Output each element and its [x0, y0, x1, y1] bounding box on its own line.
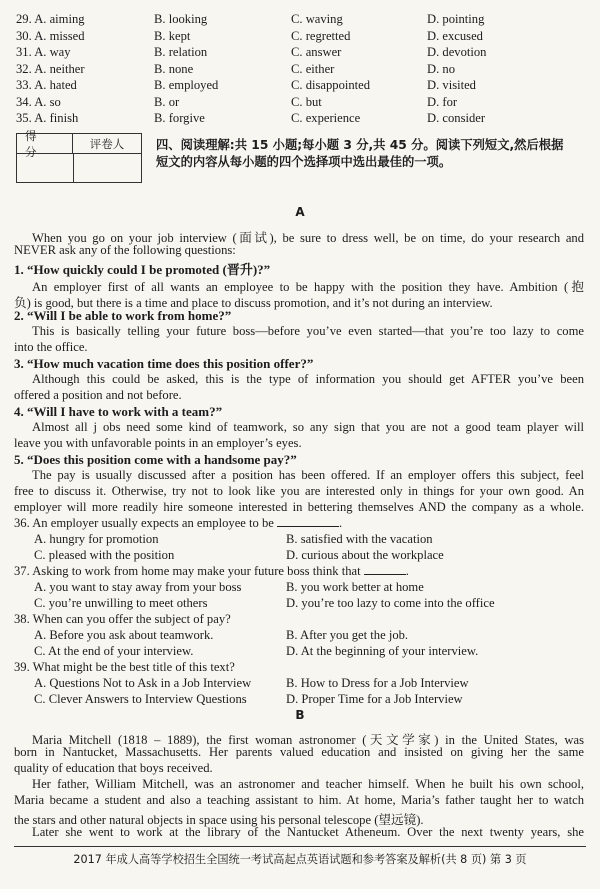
passage-line: This is basically telling your future boss—before you’ve even started—that you’re too lazy to come — [32, 324, 584, 338]
passage-line: the stars and other natural objects in space using his personal telescope (望远镜). — [14, 813, 424, 827]
option-row-32 — [16, 62, 594, 78]
passage-line: free to discuss it. Otherwise, try not to look like you are interested only in things for your own good. An — [14, 484, 584, 498]
option: A. Questions Not to Ask in a Job Interview — [34, 676, 252, 690]
answer-blank — [364, 564, 406, 575]
passage-line: An employer first of all wants an employee to be happy with the position they have. Ambition (抱 — [32, 280, 584, 294]
passage-line: 负) is good, but there is a time and place to discuss promotion, and it’s not during an interview. — [14, 296, 493, 310]
option: C. Clever Answers to Interview Questions — [34, 692, 247, 706]
passage-line: Although this could be asked, this is the type of information you should get AFTER you’ve been — [32, 372, 584, 386]
option: 33. A. hated — [16, 78, 77, 92]
option: B. How to Dress for a Job Interview — [286, 676, 469, 690]
option: 34. A. so — [16, 94, 61, 109]
passage-line: Later she went to work at the library of the Nantucket Atheneum. Over the next twenty years, she — [32, 825, 584, 839]
option: D. visited — [427, 78, 476, 92]
answer-blank — [277, 516, 339, 527]
option-row-29 — [16, 12, 594, 28]
score-box-divider — [73, 154, 74, 182]
passage-line: into the office. — [14, 340, 88, 354]
option: D. no — [427, 61, 455, 76]
option: D. consider — [427, 111, 486, 125]
question-stem: 37. Asking to work from home may make your future boss think that — [14, 564, 361, 578]
question-39-options-row — [34, 692, 594, 708]
passage-line: offered a position and not before. — [14, 388, 182, 402]
option: C. pleased with the position — [34, 548, 175, 562]
option: 30. A. missed — [16, 28, 85, 43]
option: B. or — [154, 94, 180, 109]
option: C. experience — [291, 111, 361, 125]
option: B. forgive — [154, 111, 205, 125]
option: D. curious about the workplace — [286, 548, 444, 562]
option: D. you’re too lazy to come into the office — [286, 596, 495, 610]
question-39-stem: 39. What might be the best title of this text? — [14, 660, 235, 674]
passage-heading: 5. “Does this position come with a handsome pay?” — [14, 452, 297, 467]
option: B. none — [154, 61, 194, 76]
passage-b-letter: B — [295, 708, 305, 722]
question-37-stem — [14, 564, 409, 579]
option: C. waving — [291, 12, 343, 26]
option: D. for — [427, 94, 458, 109]
option: C. answer — [291, 45, 342, 59]
passage-line: The pay is usually discussed after a position has been offered. If an employer offers this subject, feel — [32, 468, 584, 482]
option: D. Proper Time for a Job Interview — [286, 692, 463, 706]
option: C. At the end of your interview. — [34, 644, 194, 658]
question-38-options-row — [34, 644, 594, 660]
option-row-30 — [16, 29, 594, 45]
option: B. you work better at home — [286, 580, 424, 594]
option: C. either — [291, 61, 335, 76]
section-title-line: 短文的内容从每小题的四个选择项中选出最佳的一项。 — [156, 155, 452, 169]
passage-line: leave you with unfavorable points in an employer’s eyes. — [14, 436, 302, 450]
section-title — [156, 137, 586, 171]
option: C. but — [291, 94, 322, 109]
score-box-header — [17, 128, 141, 159]
option: C. disappointed — [291, 78, 371, 92]
option: B. relation — [154, 45, 208, 59]
page-footer: 2017 年成人高等学校招生全国统一考试高起点英语试题和参考答案及解析(共 8 页) 第 3 页 — [73, 853, 527, 866]
grader-label: 评卷人 — [89, 136, 125, 151]
question-stem-end: . — [405, 564, 409, 578]
option: A. Before you ask about teamwork. — [34, 628, 214, 642]
question-36-stem — [14, 516, 342, 531]
question-stem-end: . — [339, 516, 343, 530]
passage-line: Maria became a student and also a teaching assistant to him. At home, Maria’s father taught her to watch — [14, 793, 584, 807]
option: D. devotion — [427, 45, 487, 59]
passage-heading: 2. “Will I be able to work from home?” — [14, 308, 232, 323]
option-row-33 — [16, 78, 594, 94]
passage-line: NEVER ask any of the following questions: — [14, 243, 236, 257]
option-row-35 — [16, 111, 594, 127]
option: D. excused — [427, 28, 483, 43]
option: A. hungry for promotion — [34, 532, 159, 546]
passage-line: born in Nantucket, Massachusetts. Her parents valued education and insisted on giving her the same — [14, 745, 584, 759]
question-37-options-row — [34, 596, 594, 612]
question-37-options-row — [34, 580, 594, 596]
question-38-options-row — [34, 628, 594, 644]
option: A. you want to stay away from your boss — [34, 580, 242, 594]
passage-a-letter: A — [295, 205, 305, 219]
option-row-34 — [16, 95, 594, 111]
passage-line: Almost all j obs need some kind of teamwork, so any sign that you are not a good team player will — [32, 420, 584, 434]
passage-line: quality of education that boys received. — [14, 761, 213, 775]
option: D. pointing — [427, 12, 485, 26]
option-row-31 — [16, 45, 594, 61]
question-stem: 36. An employer usually expects an employee to be — [14, 516, 274, 530]
question-36-options-row — [34, 532, 594, 548]
question-39-options-row — [34, 676, 594, 692]
passage-line: employer will more readily hire someone interested in bettering themselves AND the company as a whole. — [14, 500, 584, 514]
passage-line: Maria Mitchell (1818 – 1889), the first woman astronomer (天文学家) in the United States, was — [32, 733, 584, 747]
option: 35. A. finish — [16, 111, 79, 125]
section-title-line: 四、阅读理解:共 15 小题;每小题 3 分,共 45 分。阅读下列短文,然后根据 — [156, 138, 564, 152]
passage-heading: 4. “Will I have to work with a team?” — [14, 404, 223, 419]
question-36-options-row — [34, 548, 594, 564]
option: C. you’re unwilling to meet others — [34, 596, 208, 610]
option: 29. A. aiming — [16, 12, 85, 26]
option: 32. A. neither — [16, 61, 85, 76]
option: D. At the beginning of your interview. — [286, 644, 479, 658]
option: B. employed — [154, 78, 219, 92]
option: C. regretted — [291, 28, 351, 43]
score-label: 得 分 — [17, 134, 73, 153]
footer-rule — [14, 846, 586, 847]
passage-line: When you go on your job interview (面试), be sure to dress well, be on time, do your research and — [32, 231, 584, 245]
option: B. kept — [154, 28, 191, 43]
score-box — [16, 128, 142, 183]
option: B. satisfied with the vacation — [286, 532, 433, 546]
passage-heading: 1. “How quickly could I be promoted (晋升)?” — [14, 262, 271, 277]
passage-line: Her father, William Mitchell, was an astronomer and teacher himself. When he built his own school, — [32, 777, 584, 791]
option: 31. A. way — [16, 45, 71, 59]
passage-heading: 3. “How much vacation time does this position offer?” — [14, 356, 314, 371]
option: B. looking — [154, 12, 208, 26]
option: B. After you get the job. — [286, 628, 409, 642]
question-38-stem: 38. When can you offer the subject of pay? — [14, 612, 231, 626]
